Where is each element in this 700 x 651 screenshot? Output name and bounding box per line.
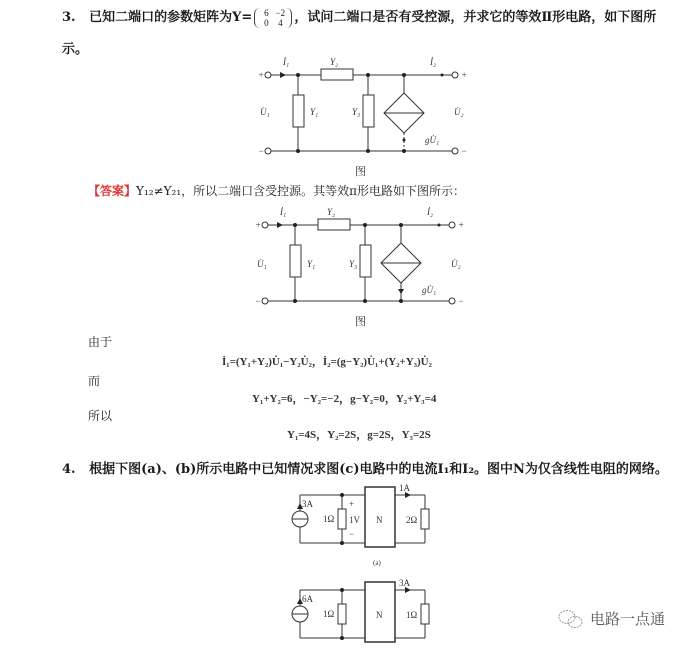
problem-3-statement xyxy=(62,6,656,28)
therefore-label: 所以 xyxy=(88,409,113,423)
svg-text:6A: 6A xyxy=(302,594,313,604)
svg-text:1Ω: 1Ω xyxy=(406,610,418,620)
svg-text:−: − xyxy=(349,529,355,539)
and-label: 而 xyxy=(88,374,101,388)
svg-text:Y₁: Y₁ xyxy=(307,259,316,269)
pi-circuit-diagram-2 xyxy=(255,205,470,305)
y-matrix: 6 −2 0 4 xyxy=(254,8,292,28)
svg-text:3A: 3A xyxy=(302,499,313,509)
svg-text:N: N xyxy=(376,610,383,620)
svg-text:U̇₁: U̇₁ xyxy=(260,107,270,117)
svg-text:1Ω: 1Ω xyxy=(323,514,335,524)
svg-text:1Ω: 1Ω xyxy=(323,609,335,619)
problem-4-statement xyxy=(62,458,668,477)
svg-text:N: N xyxy=(376,515,383,525)
svg-text:+: + xyxy=(258,70,265,80)
svg-text:+: + xyxy=(255,220,262,230)
svg-text:−: − xyxy=(458,296,465,305)
equation-result: Y₁=4S，Y₂=2S，g=2S，Y₃=2S xyxy=(287,429,431,441)
svg-text:Y₁: Y₁ xyxy=(310,107,319,117)
pi-circuit-diagram-1 xyxy=(258,55,473,155)
svg-text:İ₂: İ₂ xyxy=(430,57,437,67)
equation-currents: İ₁=(Y₁+Y₂)U̇₁−Y₂U̇₂，İ₂=(g−Y₂)U̇₁+(Y₂+Y₃)U̇₂ xyxy=(222,356,432,368)
svg-text:−: − xyxy=(461,146,468,155)
equation-conditions: Y₁+Y₂=6，−Y₂=−2，g−Y₂=0，Y₂+Y₃=4 xyxy=(252,393,437,405)
problem-text: 根据下图(a)、(b)所示电路中已知情况求图(c)电路中的电流I₁和I₂。图中N为仅含线性电阻的网络。 xyxy=(89,462,668,477)
svg-text:2Ω: 2Ω xyxy=(406,515,418,525)
svg-text:(a): (a) xyxy=(373,559,381,567)
figure-caption-2: 图 xyxy=(355,315,366,328)
svg-text:İ₁: İ₁ xyxy=(280,207,287,217)
problem-text: 已知二端口的参数矩阵为Y= xyxy=(89,10,253,25)
svg-text:gU̇₁: gU̇₁ xyxy=(425,135,440,145)
svg-text:1A: 1A xyxy=(399,483,410,493)
svg-text:gU̇₁: gU̇₁ xyxy=(422,285,437,295)
circuit-a-diagram xyxy=(285,483,445,568)
answer-line xyxy=(88,182,465,199)
svg-text:U̇₁: U̇₁ xyxy=(257,259,267,269)
svg-text:−: − xyxy=(258,146,265,155)
circuit-b-diagram xyxy=(285,578,445,651)
svg-text:+: + xyxy=(458,220,465,230)
figure-caption-1: 图 xyxy=(355,165,366,178)
svg-text:U̇₂: U̇₂ xyxy=(454,107,464,117)
problem-number: 3. xyxy=(62,10,76,25)
problem-3-line2: 示。 xyxy=(62,42,89,57)
problem-number: 4. xyxy=(62,462,76,477)
svg-text:Y₃: Y₃ xyxy=(352,107,361,117)
answer-text: Y₁₂≠Y₂₁，所以二端口含受控源。其等效π形电路如下图所示： xyxy=(136,184,466,198)
answer-tag: 【答案】 xyxy=(88,184,137,198)
svg-text:+: + xyxy=(349,499,355,509)
svg-text:Y₂: Y₂ xyxy=(330,57,339,67)
svg-text:+: + xyxy=(461,70,468,80)
svg-text:3A: 3A xyxy=(399,578,410,588)
svg-text:Y₃: Y₃ xyxy=(349,259,358,269)
svg-text:İ₁: İ₁ xyxy=(283,57,290,67)
svg-text:Y₂: Y₂ xyxy=(327,207,336,217)
problem-text-cont: ，试问二端口是否有受控源，并求它的等效Ⅱ形电路，如下图所 xyxy=(294,10,657,25)
svg-text:1V: 1V xyxy=(349,515,360,525)
svg-text:U̇₂: U̇₂ xyxy=(451,259,461,269)
svg-text:İ₂: İ₂ xyxy=(427,207,434,217)
svg-text:−: − xyxy=(255,296,262,305)
since-label: 由于 xyxy=(88,335,113,349)
wechat-icon xyxy=(558,609,584,629)
watermark-text: 电路一点通 xyxy=(590,610,666,628)
watermark xyxy=(558,608,665,629)
